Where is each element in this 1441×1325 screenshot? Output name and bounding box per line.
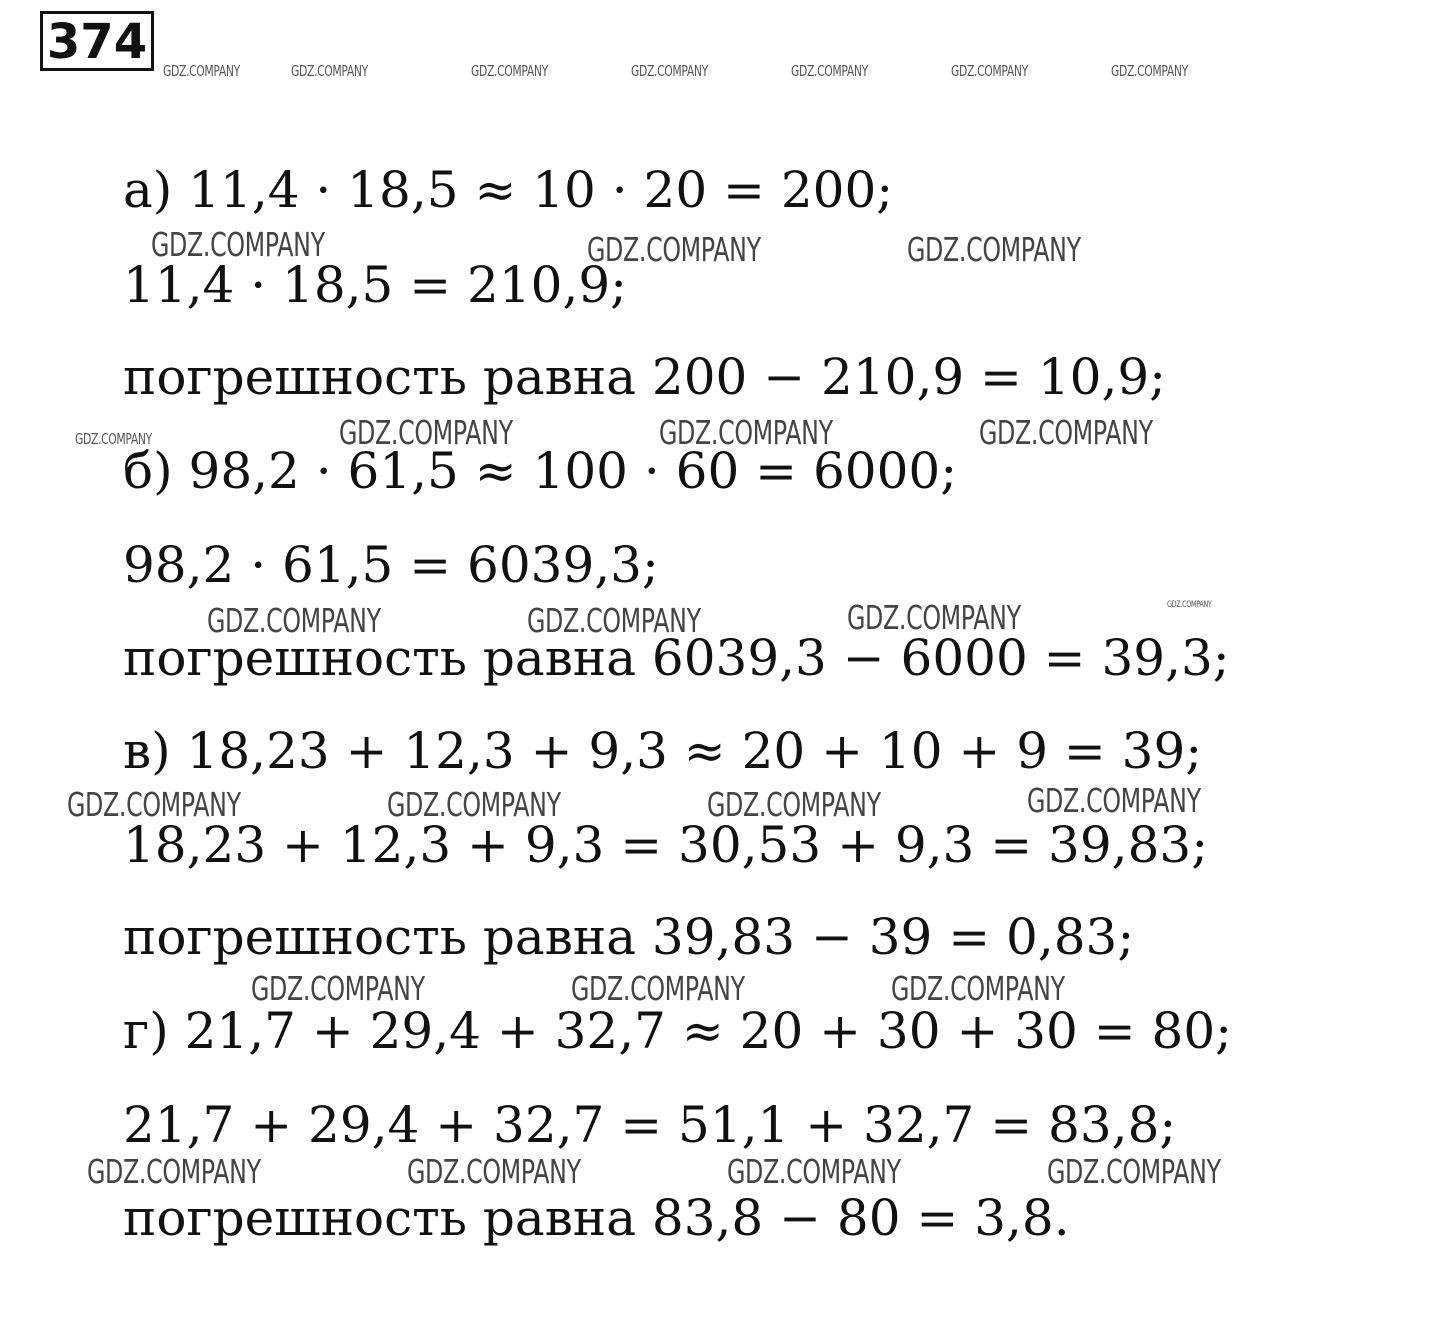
solution-line-b-error: погрешность равна 6039,3 − 6000 = 39,3; [123, 629, 1230, 687]
solution-line-d-estimate: г) 21,7 + 29,4 + 32,7 ≈ 20 + 30 + 30 = 80; [123, 1002, 1233, 1060]
watermark: GDZ.COMPANY [587, 230, 761, 269]
watermark: GDZ.COMPANY [727, 1152, 901, 1191]
watermark: GDZ.COMPANY [631, 62, 708, 80]
watermark: GDZ.COMPANY [979, 413, 1153, 452]
watermark: GDZ.COMPANY [891, 969, 1065, 1008]
watermark: GDZ.COMPANY [291, 62, 368, 80]
watermark: GDZ.COMPANY [1047, 1152, 1221, 1191]
watermark: GDZ.COMPANY [907, 230, 1081, 269]
solution-line-d-exact: 21,7 + 29,4 + 32,7 = 51,1 + 32,7 = 83,8; [123, 1096, 1177, 1154]
watermark: GDZ.COMPANY [339, 413, 513, 452]
watermark: GDZ.COMPANY [67, 785, 241, 824]
watermark: GDZ.COMPANY [387, 785, 561, 824]
solution-line-c-error: погрешность равна 39,83 − 39 = 0,83; [123, 908, 1135, 966]
solution-line-a-error: погрешность равна 200 − 210,9 = 10,9; [123, 348, 1167, 406]
watermark: GDZ.COMPANY [251, 969, 425, 1008]
watermark: GDZ.COMPANY [571, 969, 745, 1008]
watermark: GDZ.COMPANY [527, 601, 701, 640]
watermark: GDZ.COMPANY [87, 1152, 261, 1191]
watermark: GDZ.COMPANY [791, 62, 868, 80]
watermark: GDZ.COMPANY [75, 430, 152, 448]
solution-line-d-error: погрешность равна 83,8 − 80 = 3,8. [123, 1189, 1070, 1247]
watermark: GDZ.COMPANY [1027, 781, 1201, 820]
solution-line-b-estimate: б) 98,2 · 61,5 ≈ 100 · 60 = 6000; [123, 442, 958, 500]
watermark: GDZ.COMPANY [1111, 62, 1188, 80]
solution-line-c-estimate: в) 18,23 + 12,3 + 9,3 ≈ 20 + 10 + 9 = 39; [123, 722, 1203, 780]
solution-line-c-exact: 18,23 + 12,3 + 9,3 = 30,53 + 9,3 = 39,83; [123, 816, 1209, 874]
problem-number-box: 374 [40, 11, 154, 71]
solution-line-b-exact: 98,2 · 61,5 = 6039,3; [123, 536, 659, 594]
watermark: GDZ.COMPANY [847, 598, 1021, 637]
solution-line-a-estimate: а) 11,4 · 18,5 ≈ 10 · 20 = 200; [123, 161, 894, 219]
watermark: GDZ.COMPANY [707, 785, 881, 824]
watermark: GDZ.COMPANY [951, 62, 1028, 80]
watermark: GDZ.COMPANY [151, 225, 325, 264]
watermark: GDZ.COMPANY [207, 601, 381, 640]
watermark: GDZ.COMPANY [1167, 600, 1212, 610]
watermark: GDZ.COMPANY [163, 62, 240, 80]
watermark: GDZ.COMPANY [471, 62, 548, 80]
watermark: GDZ.COMPANY [659, 413, 833, 452]
watermark: GDZ.COMPANY [407, 1152, 581, 1191]
solution-line-a-exact: 11,4 · 18,5 = 210,9; [123, 256, 628, 314]
